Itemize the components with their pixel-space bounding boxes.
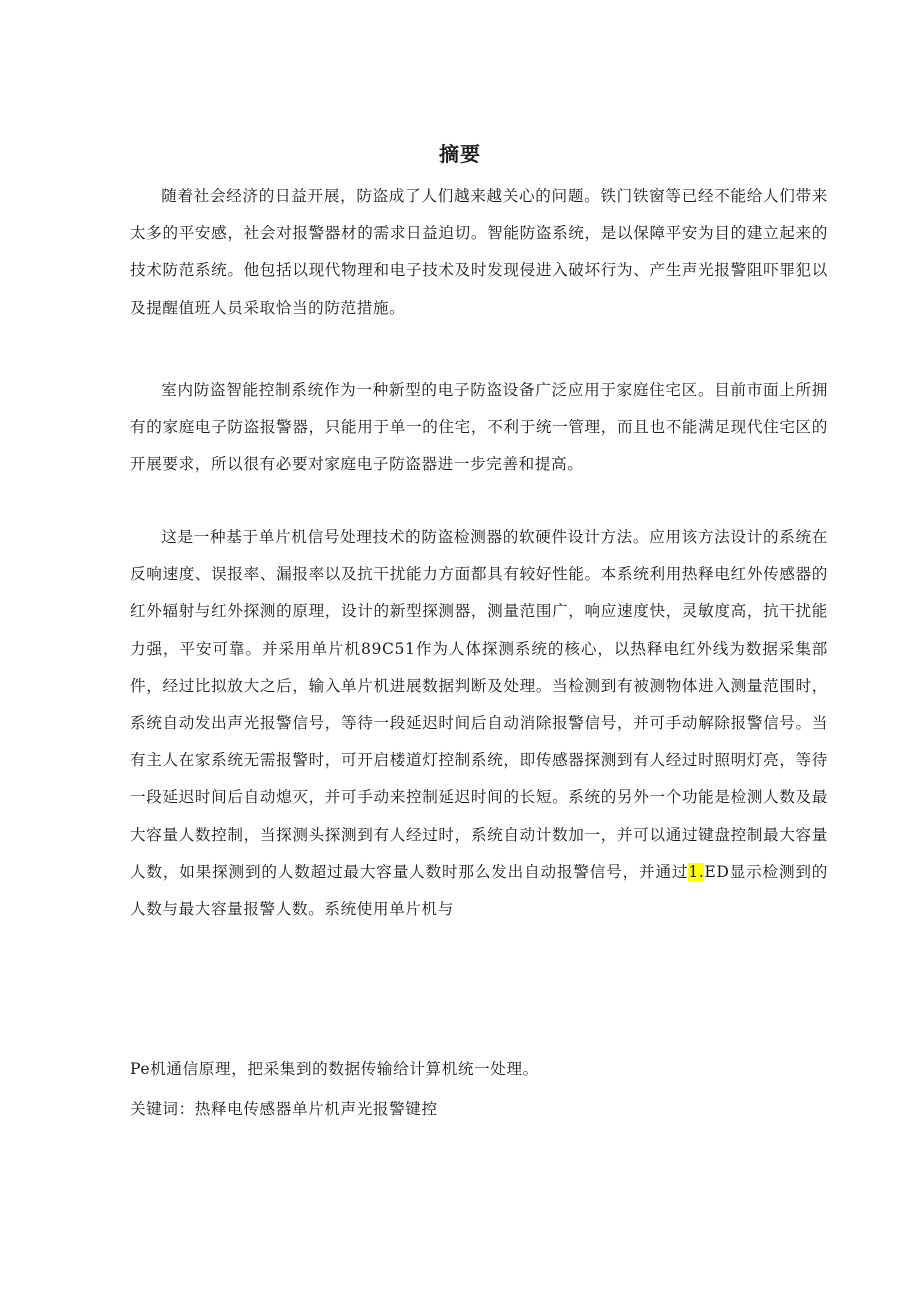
keywords-line: 关键词：热释电传感器单片机声光报警键控 xyxy=(130,1100,438,1118)
abstract-title: 摘要 xyxy=(439,142,481,166)
abstract-paragraph-3 xyxy=(130,519,828,928)
abstract-paragraph-2 xyxy=(130,372,828,484)
paragraph-3-part-1: 这是一种基于单片机信号处理技术的防盗检测器的软硬件设计方法。应用该方法设计的系统在反响速度、误报率、漏报率以及抗干扰能力方面都具有较好性能。本系统利用热释电红外传感器的红外辐射与红外探测的原理，设计的新型探测器，测量范围广，响应速度快，灵敏度高，抗干扰能力强，平安可靠。并采用单片机89C51作为人体探测系统的核心，以热释电红外线为数据采集部件，经过比拟放大之后，输入单片机进展数据判断及处理。当检测到有被测物体进入测量范围时，系统自动发出声光报警信号，等待一段延迟时间后自动消除报警信号，并可手动解除报警信号。当有主人在家系统无需报警时，可开启楼道灯控制系统，即传感器探测到有人经过时照明灯亮，等待一段延迟时间后自动熄灭，并可手动来控制延迟时间的长短。系统的另外一个功能是检测人数及最大容量人数控制，当探测头探测到有人经过时，系统自动计数加一，并可以通过键盘控制最大容量人数，如果探测到的人数超过最大容量人数时那么发出自动报警信号，并通过 xyxy=(130,528,828,881)
paragraph-3-tail: Pe机通信原理，把采集到的数据传输给计算机统一处理。 xyxy=(130,1060,539,1078)
paragraph-1-text: 随着社会经济的日益开展，防盗成了人们越来越关心的问题。铁门铁窗等已经不能给人们带来太多的平安感，社会对报警器材的需求日益迫切。智能防盗系统，是以保障平安为目的建立起来的技术防范系统。他包括以现代物理和电子技术及时发现侵进入破坏行为、产生声光报警阻吓罪犯以及提醒值班人员采取恰当的防范措施。 xyxy=(130,187,828,317)
paragraph-2-text: 室内防盗智能控制系统作为一种新型的电子防盗设备广泛应用于家庭住宅区。目前市面上所拥有的家庭电子防盗报警器，只能用于单一的住宅，不利于统一管理，而且也不能满足现代住宅区的开展要求，所以很有必要对家庭电子防盗器进一步完善和提高。 xyxy=(130,381,828,474)
paragraph-3-part-2: ED显示检测到的人数与最大容量报警人数。系统使用单片机与 xyxy=(130,862,829,919)
paragraph-3-text xyxy=(130,519,828,928)
abstract-paragraph-1 xyxy=(130,178,828,327)
highlighted-text: 1. xyxy=(688,862,705,881)
